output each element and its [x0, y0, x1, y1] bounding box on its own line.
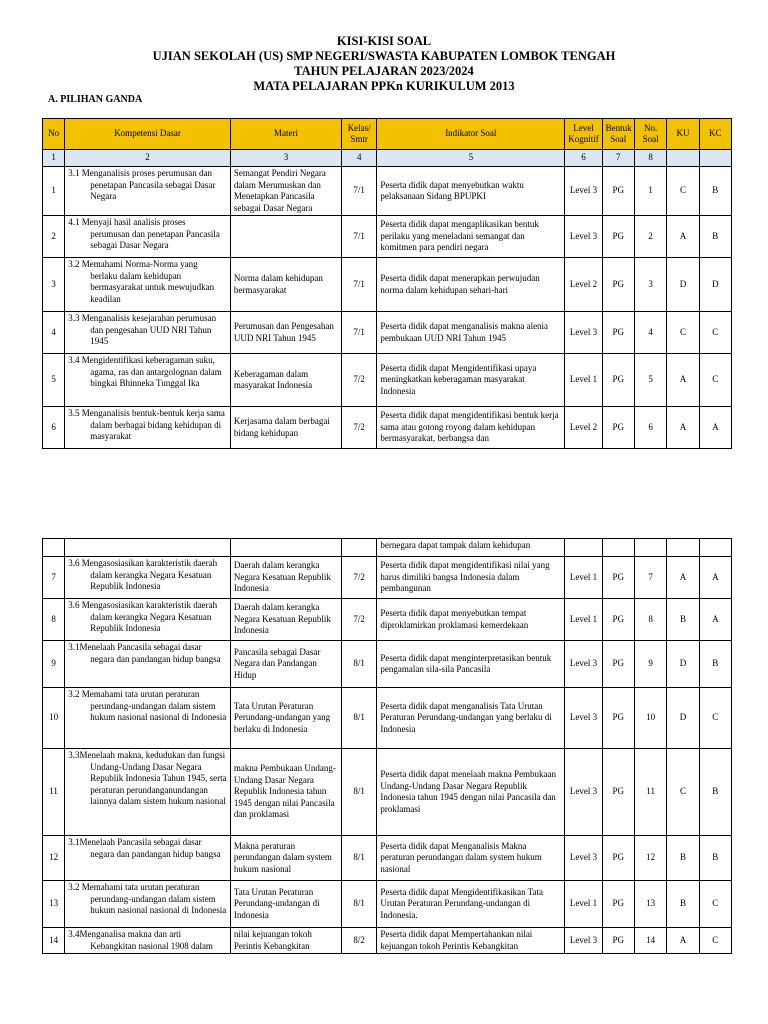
- no-soal-cell: 3: [634, 258, 666, 312]
- table-row: [43, 216, 732, 258]
- no-soal-cell: 14: [634, 928, 666, 954]
- kompetensi-dasar-cell: 3.3 Menganalisis kesejarahan perumusan dan pengesahan UUD NRI Tahun 1945: [65, 312, 231, 354]
- column-number: 3: [230, 150, 341, 167]
- kompetensi-dasar-cell: 3.2 Memahami Norma-Norma yang berlaku dalam kehidupan bermasyarakat untuk mewujudkan keadilan: [65, 258, 231, 312]
- kompetensi-dasar-cell: 3.5 Menganalisis bentuk-bentuk kerja sama dalam berbagai bidang kehidupan di masyarakat: [65, 407, 231, 449]
- kelas-cell: 8/1: [342, 881, 377, 928]
- kompetensi-dasar-cell: 3.3Menelaah makna, kedudukan dan fungsi Undang-Undang Dasar Negara Republik Indonesia Tahun 1945, serta peraturan perundanganundangan lainnya dalam sistem hukum nasional: [65, 749, 231, 836]
- bentuk-soal-cell: PG: [602, 641, 634, 688]
- row-no: 6: [43, 407, 65, 449]
- materi-cell: Perumusan dan Pengesahan UUD NRI Tahun 1945: [230, 312, 341, 354]
- no-soal-cell: 9: [634, 641, 666, 688]
- table-row: [43, 354, 732, 407]
- materi-cell: Pancasila sebagai Dasar Negara dan Pandangan Hidup: [230, 641, 341, 688]
- level-cell: Level 1: [565, 354, 602, 407]
- section-label: A. PILIHAN GANDA: [48, 94, 143, 105]
- indikator-cell: Peserta didik dapat mengidentifikasi nilai yang harus dimiliki bangsa Indonesia dalam pembangunan: [377, 557, 565, 599]
- materi-cell: Makna peraturan perundangan dalam system hukum nasional: [230, 836, 341, 881]
- level-cell: Level 1: [565, 557, 602, 599]
- table-row: [43, 599, 732, 641]
- no-soal-cell: 8: [634, 599, 666, 641]
- row-no: 12: [43, 836, 65, 881]
- row-no: 13: [43, 881, 65, 928]
- bentuk-soal-cell: PG: [602, 407, 634, 449]
- kompetensi-dasar-cell: 3.4 Mengidentifikasi keberagaman suku, agama, ras dan antargolognan dalam bingkai Bhinneka Tunggal Ika: [65, 354, 231, 407]
- level-cell: Level 1: [565, 599, 602, 641]
- materi-cell: nilai kejuangan tokoh Perintis Kebangkitan: [230, 928, 341, 954]
- ku-cell: D: [667, 688, 699, 749]
- level-cell: Level 2: [565, 407, 602, 449]
- col-header-ku: KU: [667, 119, 699, 150]
- table-row: [43, 881, 732, 928]
- table-row: [43, 407, 732, 449]
- kc-cell: D: [699, 258, 731, 312]
- row-no: 14: [43, 928, 65, 954]
- level-cell: Level 3: [565, 216, 602, 258]
- kc-cell: B: [699, 167, 731, 216]
- no-soal-cell: 13: [634, 881, 666, 928]
- no-soal-cell: 10: [634, 688, 666, 749]
- ku-cell: D: [667, 258, 699, 312]
- kelas-cell: 8/2: [342, 928, 377, 954]
- kc-cell: C: [699, 312, 731, 354]
- title-line-1: KISI-KISI SOAL: [336, 34, 432, 48]
- kompetensi-dasar-cell: 3.6 Mengasosiasikan karakteristik daerah dalam kerangka Negara Kesatuan Republik Indonesia: [65, 599, 231, 641]
- kompetensi-dasar-cell: 3.1 Menganalisis proses perumusan dan penetapan Pancasila sebagai Dasar Negara: [65, 167, 231, 216]
- kelas-cell: 7/2: [342, 354, 377, 407]
- level-cell: Level 3: [565, 312, 602, 354]
- table-row: [43, 167, 732, 216]
- no-soal-cell: 12: [634, 836, 666, 881]
- bentuk-soal-cell: PG: [602, 258, 634, 312]
- row-no: 1: [43, 167, 65, 216]
- ku-cell: B: [667, 836, 699, 881]
- no-soal-cell: 5: [634, 354, 666, 407]
- bentuk-soal-cell: PG: [602, 749, 634, 836]
- table-row: [43, 928, 732, 954]
- kelas-cell: 8/1: [342, 641, 377, 688]
- ku-cell: B: [667, 881, 699, 928]
- col-header-kc: KC: [699, 119, 731, 150]
- ku-cell: C: [667, 749, 699, 836]
- bentuk-soal-cell: PG: [602, 216, 634, 258]
- materi-cell: [230, 216, 341, 258]
- indikator-cell: Peserta didik dapat menelaah makna Pembukaan Undang-Undang Dasar Negara Republik Indonesia tahun 1945 dengan nilai Pancasila dan proklamasi: [377, 749, 565, 836]
- kompetensi-dasar-cell: 3.6 Mengasosiasikan karakteristik daerah dalam kerangka Negara Kesatuan Republik Indonesia: [65, 557, 231, 599]
- level-cell: Level 1: [565, 881, 602, 928]
- kelas-cell: 7/1: [342, 312, 377, 354]
- row-no: 10: [43, 688, 65, 749]
- level-cell: Level 3: [565, 836, 602, 881]
- column-number: [699, 150, 731, 167]
- table-row: [43, 641, 732, 688]
- materi-cell: Tata Urutan Peraturan Perundang-undangan yang berlaku di Indonesia: [230, 688, 341, 749]
- kelas-cell: 8/1: [342, 749, 377, 836]
- kelas-cell: 7/1: [342, 216, 377, 258]
- continuation-row: [43, 539, 732, 557]
- title-line-4: MATA PELAJARAN PPKn KURIKULUM 2013: [253, 79, 515, 93]
- materi-cell: Daerah dalam kerangka Negara Kesatuan Republik Indonesia: [230, 557, 341, 599]
- column-number: 1: [43, 150, 65, 167]
- kelas-cell: 7/2: [342, 557, 377, 599]
- materi-cell: Kerjasama dalam berbagai bidang kehidupan: [230, 407, 341, 449]
- bentuk-soal-cell: PG: [602, 836, 634, 881]
- bentuk-soal-cell: PG: [602, 928, 634, 954]
- kelas-cell: 8/1: [342, 688, 377, 749]
- ku-cell: A: [667, 354, 699, 407]
- table-row: [43, 836, 732, 881]
- row-no: 11: [43, 749, 65, 836]
- ku-cell: D: [667, 641, 699, 688]
- ku-cell: C: [667, 312, 699, 354]
- kisi-kisi-table-page-1: [42, 118, 732, 449]
- kc-cell: B: [699, 641, 731, 688]
- no-soal-cell: 1: [634, 167, 666, 216]
- row-no: 3: [43, 258, 65, 312]
- level-cell: Level 3: [565, 688, 602, 749]
- document-title: [0, 34, 768, 94]
- no-soal-cell: 4: [634, 312, 666, 354]
- title-line-3: TAHUN PELAJARAN 2023/2024: [294, 64, 474, 78]
- no-soal-cell: 2: [634, 216, 666, 258]
- kelas-cell: 7/1: [342, 258, 377, 312]
- column-number: [667, 150, 699, 167]
- kc-cell: C: [699, 928, 731, 954]
- kelas-cell: 8/1: [342, 836, 377, 881]
- column-number-row: [43, 150, 732, 167]
- level-cell: Level 3: [565, 167, 602, 216]
- kc-cell: C: [699, 688, 731, 749]
- ku-cell: B: [667, 599, 699, 641]
- kc-cell: A: [699, 599, 731, 641]
- indikator-cell: Peserta didik dapat Mengidentifikasi upaya meningkatkan keberagaman masyarakat Indonesia: [377, 354, 565, 407]
- level-cell: Level 3: [565, 749, 602, 836]
- materi-cell: Tata Urutan Peraturan Perundang-undangan di Indonesia: [230, 881, 341, 928]
- bentuk-soal-cell: PG: [602, 167, 634, 216]
- col-header-no-soal: No. Soal: [634, 119, 666, 150]
- col-header-kelas: Kelas/ Smtr: [342, 119, 377, 150]
- bentuk-soal-cell: PG: [602, 599, 634, 641]
- no-soal-cell: 6: [634, 407, 666, 449]
- kelas-cell: 7/2: [342, 407, 377, 449]
- kc-cell: A: [699, 557, 731, 599]
- table-row: [43, 557, 732, 599]
- column-number: 5: [377, 150, 565, 167]
- col-header-kompetensi-dasar: Kompetensi Dasar: [65, 119, 231, 150]
- kompetensi-dasar-cell: 3.4Menganalisa makna dan arti Kebangkitan nasional 1908 dalam: [65, 928, 231, 954]
- kc-cell: A: [699, 407, 731, 449]
- level-cell: Level 3: [565, 928, 602, 954]
- materi-cell: Keberagaman dalam masyarakat Indonesia: [230, 354, 341, 407]
- indikator-cell: Peserta didik dapat mengidentifikasi bentuk kerja sama atau gotong royong dalam kehidupan bermasyarakat, berbangsa dan: [377, 407, 565, 449]
- indikator-cell: Peserta didik dapat menginterpretasikan bentuk pengamalan sila-sila Pancasila: [377, 641, 565, 688]
- col-header-bentuk: Bentuk Soal: [602, 119, 634, 150]
- indikator-cell: Peserta didik dapat Mempertahankan nilai kejuangan tokoh Perintis Kebangkitan: [377, 928, 565, 954]
- materi-cell: Norma dalam kehidupan bermasyarakat: [230, 258, 341, 312]
- kc-cell: B: [699, 216, 731, 258]
- level-cell: Level 3: [565, 641, 602, 688]
- materi-cell: makna Pembukaan Undang-Undang Dasar Negara Republik Indonesia tahun 1945 dengan nilai Pancasila dan proklamasi: [230, 749, 341, 836]
- col-header-level: Level Kognitif: [565, 119, 602, 150]
- ku-cell: A: [667, 928, 699, 954]
- table-row: [43, 688, 732, 749]
- kisi-kisi-table-page-2: [42, 538, 732, 954]
- column-number: 7: [602, 150, 634, 167]
- indikator-cell: Peserta didik dapat menyebutkan waktu pelaksanaan Sidang BPUPKI: [377, 167, 565, 216]
- row-no: 8: [43, 599, 65, 641]
- kc-cell: B: [699, 749, 731, 836]
- indikator-cell: Peserta didik dapat Mengidentifikasikan Tata Urutan Peraturan Perundang-undangan di Indonesia.: [377, 881, 565, 928]
- no-soal-cell: 7: [634, 557, 666, 599]
- ku-cell: A: [667, 407, 699, 449]
- kompetensi-dasar-cell: 3.1Menelaah Pancasila sebagai dasar negara dan pandangan hidup bangsa: [65, 641, 231, 688]
- row-no: 5: [43, 354, 65, 407]
- kelas-cell: 7/1: [342, 167, 377, 216]
- kompetensi-dasar-cell: 3.2 Memahami tata urutan peraturan perundang-undangan dalam sistem hukum nasional nasional di Indonesia: [65, 881, 231, 928]
- bentuk-soal-cell: PG: [602, 881, 634, 928]
- ku-cell: A: [667, 216, 699, 258]
- table-row: [43, 258, 732, 312]
- kc-cell: C: [699, 881, 731, 928]
- bentuk-soal-cell: PG: [602, 688, 634, 749]
- bentuk-soal-cell: PG: [602, 354, 634, 407]
- indikator-cell: Peserta didik dapat menganalisis Tata Urutan Peraturan Perundang-undangan yang berlaku di Indonesia: [377, 688, 565, 749]
- col-header-indikator: Indikator Soal: [377, 119, 565, 150]
- row-no: 2: [43, 216, 65, 258]
- kelas-cell: 7/2: [342, 599, 377, 641]
- row-no: 9: [43, 641, 65, 688]
- indikator-cell: Peserta didik dapat Menganalisis Makna peraturan perundangan dalam system hukum nasional: [377, 836, 565, 881]
- kompetensi-dasar-cell: 3.2 Memahami tata urutan peraturan perundang-undangan dalam sistem hukum nasional nasional di Indonesia: [65, 688, 231, 749]
- indikator-continuation: bernegara dapat tampak dalam kehidupan: [377, 539, 565, 557]
- ku-cell: C: [667, 167, 699, 216]
- indikator-cell: Peserta didik dapat menganalisis makna alenia pembukaan UUD NRI Tahun 1945: [377, 312, 565, 354]
- column-number: 2: [65, 150, 231, 167]
- materi-cell: Daerah dalam kerangka Negara Kesatuan Republik Indonesia: [230, 599, 341, 641]
- level-cell: Level 2: [565, 258, 602, 312]
- indikator-cell: Peserta didik dapat mengaplikasikan bentuk perilaku yang meneladani semangat dan komitmen para pendiri negara: [377, 216, 565, 258]
- kompetensi-dasar-cell: 4.1 Menyaji hasil analisis proses perumusan dan penetapan Pancasila sebagai Dasar Negara: [65, 216, 231, 258]
- column-number: 4: [342, 150, 377, 167]
- no-soal-cell: 11: [634, 749, 666, 836]
- row-no: 4: [43, 312, 65, 354]
- indikator-cell: Peserta didik dapat menyebutkan tempat diproklamirkan proklamasi kemerdekaan: [377, 599, 565, 641]
- table-row: [43, 312, 732, 354]
- row-no: 7: [43, 557, 65, 599]
- kc-cell: C: [699, 354, 731, 407]
- table-row: [43, 749, 732, 836]
- bentuk-soal-cell: PG: [602, 312, 634, 354]
- bentuk-soal-cell: PG: [602, 557, 634, 599]
- column-number: 8: [634, 150, 666, 167]
- title-line-2: UJIAN SEKOLAH (US) SMP NEGERI/SWASTA KABUPATEN LOMBOK TENGAH: [152, 49, 616, 63]
- header-row: [43, 119, 732, 150]
- col-header-materi: Materi: [230, 119, 341, 150]
- kc-cell: B: [699, 836, 731, 881]
- materi-cell: Semangat Pendiri Negara dalam Merumuskan dan Menetapkan Pancasila sebagai Dasar Negara: [230, 167, 341, 216]
- col-header-no: No: [43, 119, 65, 150]
- kompetensi-dasar-cell: 3.1Menelaah Pancasila sebagai dasar negara dan pandangan hidup bangsa: [65, 836, 231, 881]
- ku-cell: A: [667, 557, 699, 599]
- column-number: 6: [565, 150, 602, 167]
- indikator-cell: Peserta didik dapat menerapkan perwujudan norma dalam kehidupan sehari-hari: [377, 258, 565, 312]
